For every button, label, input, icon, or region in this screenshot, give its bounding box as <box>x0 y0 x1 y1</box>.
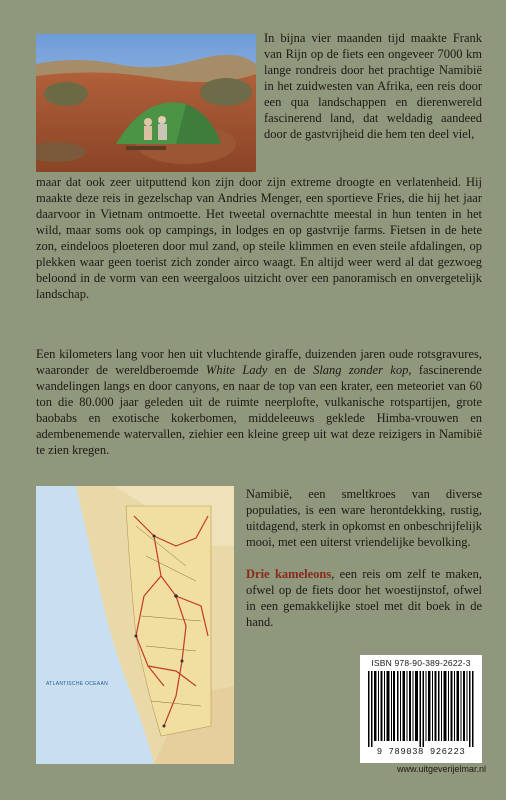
highlights-paragraph <box>36 346 482 458</box>
barcode-digits: 9 789038 926223 <box>376 747 466 757</box>
map-ocean-label: ATLANTISCHE OCEAAN <box>46 681 108 687</box>
cover-photo-tent-camp <box>36 34 256 172</box>
para2-text-start: Een kilometers lang voor hen uit vluchtende giraffe, duizenden jaren oude rotsgravures, waaronder de wereldberoemde <box>36 347 482 377</box>
namibia-description: Namibië, een smeltkroes van diverse populaties, is een ware herontdekking, rustig, uitdagend, sterk in opkomst en onbeschrijfelijk mooi, met een uiterst vriendelijke bevolking. <box>246 487 482 549</box>
namibia-route-map <box>36 486 234 764</box>
isbn-barcode <box>360 655 482 763</box>
slang-zonder-kop-title: Slang zonder kop <box>313 363 409 377</box>
book-tagline <box>246 566 482 630</box>
book-tagline-text: , een reis om zelf te maken, ofwel op de fiets door het woestijnstof, ofwel in een gemakkelijke stoel met dit boek in de hand. <box>246 567 482 629</box>
map-illustration <box>36 486 234 764</box>
isbn-number: ISBN 978-90-389-2622-3 <box>371 658 471 668</box>
intro-paragraph-continued: maar dat ook zeer uitputtend kon zijn door zijn extreme droogte en verlatenheid. Hij maakte deze reis in gezelschap van Andries Menger, een sportieve Fries, die hij het jaar daarvoor in Vietnam ontmoette. Het tweetal overnachtte meestal in hun tenten in het wild, maar soms ook op campings, in lodges en op gastvrije farms. Fietsen in de hete zon, eindeloos ploeteren door mul zand, op steile klimmen en even steile afdalingen, op plekken waar geen toerist zich zonder airco waagt. En altijd weer werd al dat gezwoeg beloond in de vorm van een weergaloos uitzicht over een panoramisch en onvergetelijk landschap. <box>36 175 482 301</box>
publisher-website[interactable]: www.uitgeverijelmar.nl <box>396 764 486 774</box>
para2-text-end: , fascinerende wandelingen langs en door canyons, en naar de top van een krater, een meteoriet van 60 ton die 80.000 jaar geleden uit de ruimte neerplofte, vulkanische rotspartijen, grote baobabs en exotische kokerbomen, middeleeuws geklede Himba-vrouwen en adembenemende watervallen, ziehier een kleine greep uit wat deze reizigers in Namibië te zien kregen. <box>36 363 482 457</box>
white-lady-title: White Lady <box>205 363 268 377</box>
book-title: Drie kameleons <box>246 567 332 581</box>
barcode-bars <box>366 671 476 747</box>
para2-text-mid: en de <box>267 363 314 377</box>
intro-paragraph: In bijna vier maanden tijd maakte Frank van Rijn op de fiets een ongeveer 7000 km lange rondreis door het prachtige Namibië in het zuidwesten van Afrika, een reis door een qua landschappen en dierenwereld fascinerend land, dat weldadig aandeed door de gastvrijheid die hem ten deel viel, <box>264 31 482 141</box>
tent-photo-illustration <box>36 34 256 172</box>
